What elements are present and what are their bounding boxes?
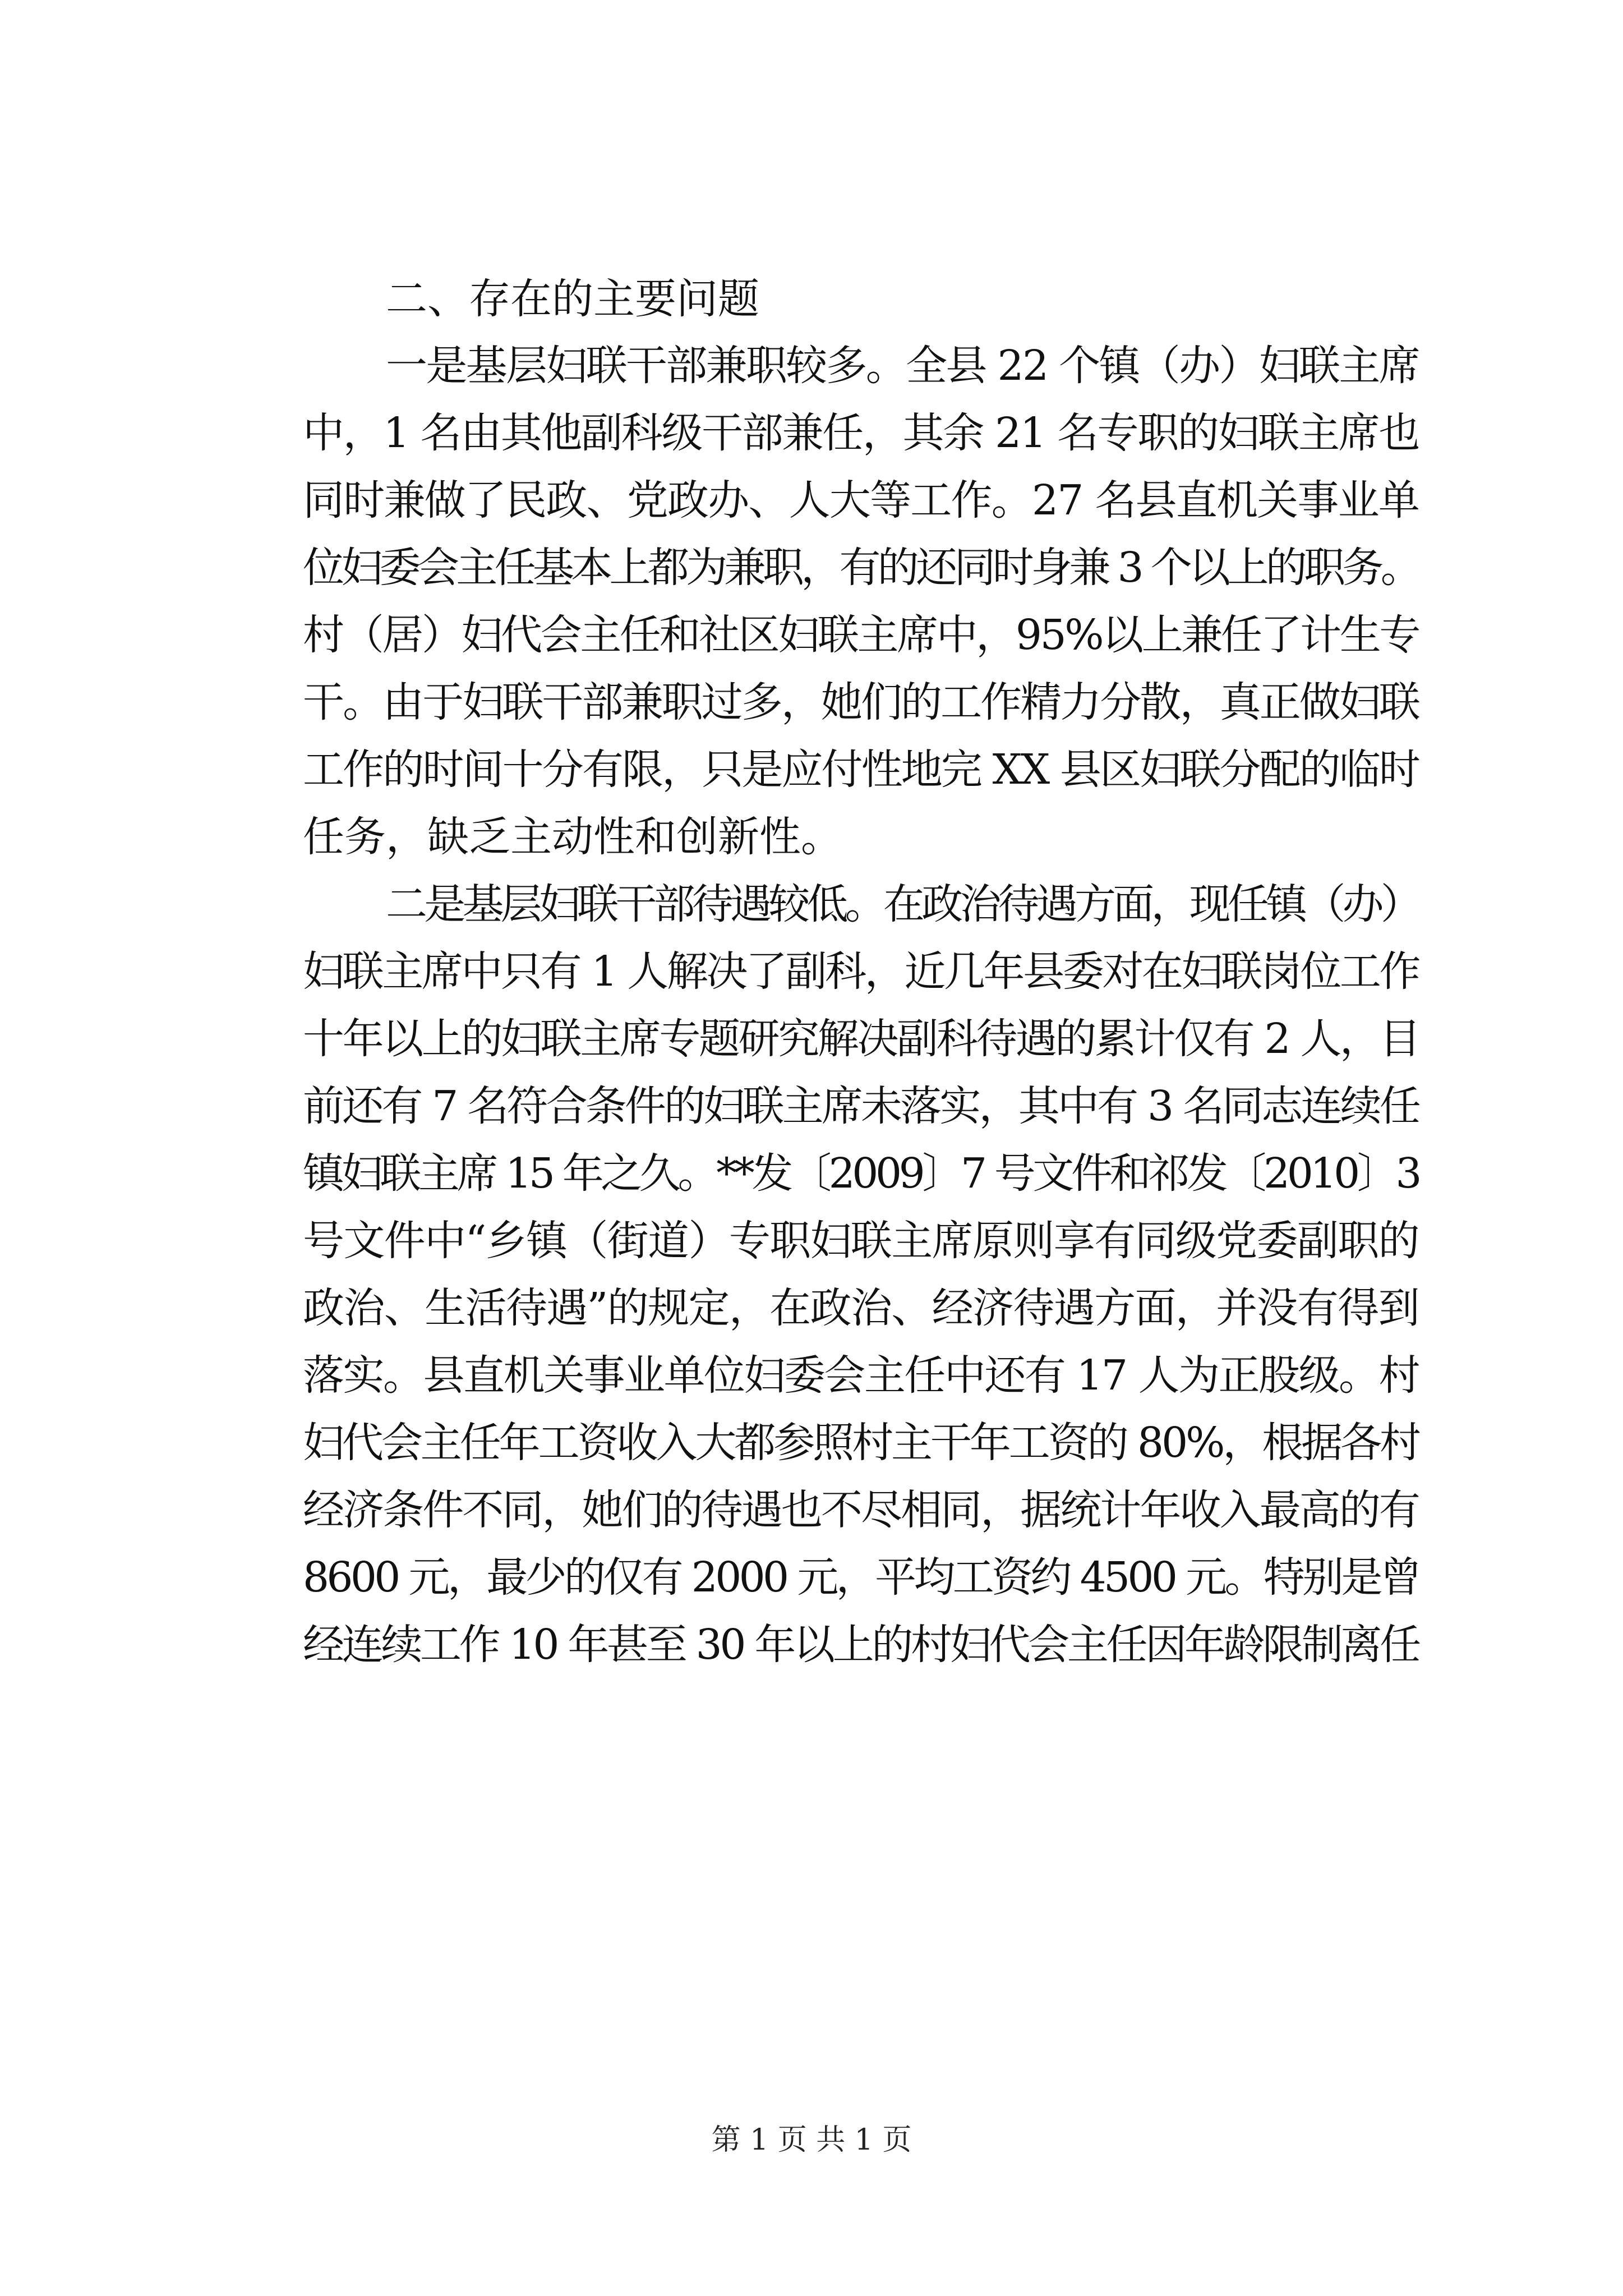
paragraph-line: 经连续工作 10 年甚至 30 年以上的村妇代会主任因年龄限制离任 xyxy=(303,1621,1419,1669)
paragraph-line: 前还有 7 名符合条件的妇联主席未落实，其中有 3 名同志连续任 xyxy=(303,1082,1419,1130)
paragraph-line: 同时兼做了民政、党政办、人大等工作。27 名县直机关事业单 xyxy=(303,476,1419,524)
paragraph-line: 十年以上的妇联主席专题研究解决副科待遇的累计仅有 2 人，目 xyxy=(303,1015,1419,1063)
paragraph-line: 政治、生活待遇”的规定，在政治、经济待遇方面，并没有得到 xyxy=(303,1284,1419,1332)
paragraph-1 xyxy=(303,332,1419,871)
paragraph-line: 经济条件不同，她们的待遇也不尽相同，据统计年收入最高的有 xyxy=(303,1486,1419,1534)
paragraph-line: 二是基层妇联干部待遇较低。在政治待遇方面，现任镇（办） xyxy=(386,880,1419,928)
page-footer: 第 1 页 共 1 页 xyxy=(711,2123,912,2157)
section-heading: 二、存在的主要问题 xyxy=(386,275,759,323)
paragraph-line: 村（居）妇代会主任和社区妇联主席中，95%以上兼任了计生专 xyxy=(303,611,1419,659)
paragraph-line: 号文件中“乡镇（街道）专职妇联主席原则享有同级党委副职的 xyxy=(303,1217,1419,1265)
paragraph-line: 妇代会主任年工资收入大都参照村主干年工资的 80%，根据各村 xyxy=(303,1419,1419,1467)
paragraph-2 xyxy=(303,871,1419,1678)
paragraph-line: 干。由于妇联干部兼职过多，她们的工作精力分散，真正做妇联 xyxy=(303,678,1419,726)
paragraph-line: 工作的时间十分有限，只是应付性地完 XX 县区妇联分配的临时 xyxy=(303,746,1419,794)
paragraph-line: 8600 元，最少的仅有 2000 元，平均工资约 4500 元。特别是曾 xyxy=(303,1553,1419,1602)
paragraph-line: 镇妇联主席 15 年之久。**发〔2009〕7 号文件和祁发〔2010〕3 xyxy=(303,1149,1419,1198)
paragraph-line: 落实。县直机关事业单位妇委会主任中还有 17 人为正股级。村 xyxy=(303,1351,1419,1400)
paragraph-line: 任务，缺乏主动性和创新性。 xyxy=(303,813,842,861)
paragraph-line: 一是基层妇联干部兼职较多。全县 22 个镇（办）妇联主席 xyxy=(386,342,1419,390)
paragraph-line: 位妇委会主任基本上都为兼职，有的还同时身兼 3 个以上的职务。 xyxy=(303,544,1419,592)
paragraph-line: 中，1 名由其他副科级干部兼任，其余 21 名专职的妇联主席也 xyxy=(303,409,1419,457)
document-body xyxy=(303,266,1419,1678)
paragraph-line: 妇联主席中只有 1 人解决了副科，近几年县委对在妇联岗位工作 xyxy=(303,947,1419,996)
